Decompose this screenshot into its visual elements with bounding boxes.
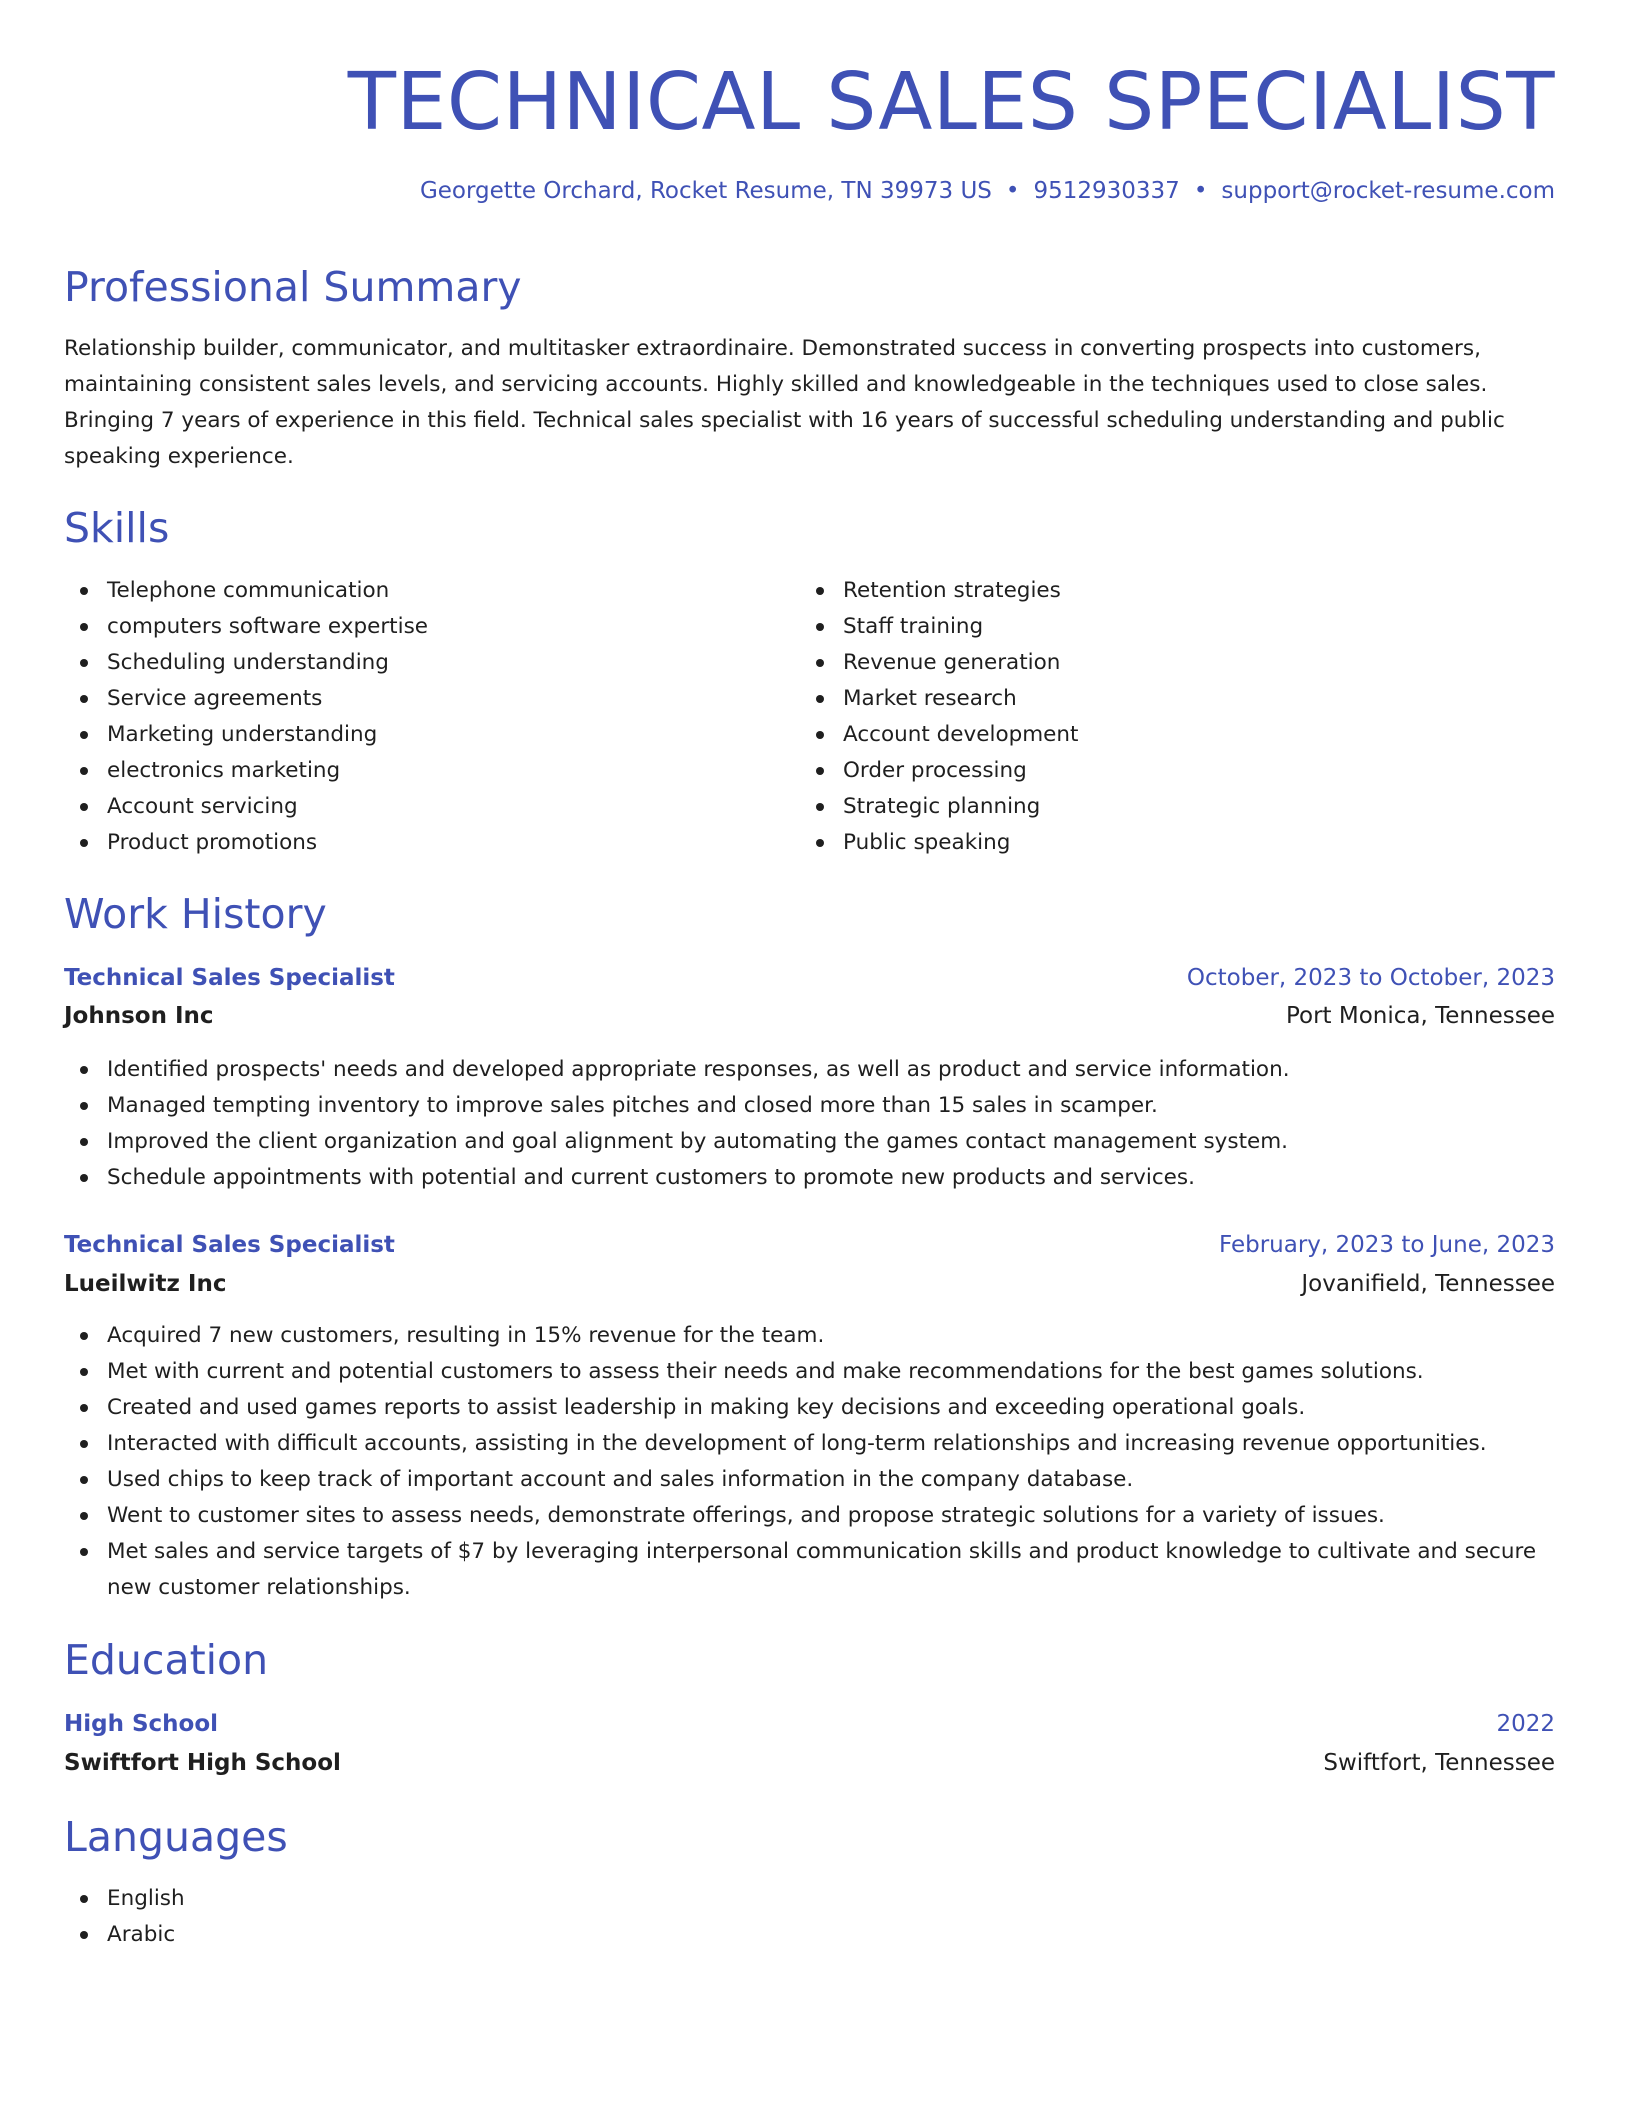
list-item: Met sales and service targets of $7 by leveraging interpersonal communication skills and product knowledge to cultivate and secure new customer relationships. bbox=[64, 1534, 1555, 1606]
contact-email[interactable]: support@rocket-resume.com bbox=[1221, 178, 1555, 204]
contact-phone[interactable]: 9512930337 bbox=[1033, 178, 1180, 204]
education-header-row bbox=[64, 1706, 1555, 1742]
list-item: Acquired 7 new customers, resulting in 15% revenue for the team. bbox=[64, 1318, 1555, 1354]
education-location: Swiftfort, Tennessee bbox=[1323, 1750, 1555, 1776]
list-item: computers software expertise bbox=[64, 609, 784, 645]
list-item: Strategic planning bbox=[800, 789, 1520, 825]
list-item: Staff training bbox=[800, 609, 1520, 645]
list-item: electronics marketing bbox=[64, 753, 784, 789]
list-item: Arabic bbox=[64, 1917, 784, 1953]
job-company-row bbox=[64, 998, 1555, 1034]
list-item: Revenue generation bbox=[800, 645, 1520, 681]
contact-separator: • bbox=[1005, 178, 1020, 204]
list-item: Schedule appointments with potential and current customers to promote new products and services. bbox=[64, 1160, 1555, 1196]
contact-address: Georgette Orchard, Rocket Resume, TN 39973 US bbox=[419, 178, 992, 204]
job-company: Lueilwitz Inc bbox=[64, 1271, 227, 1297]
contact-separator: • bbox=[1193, 178, 1208, 204]
education-school-row bbox=[64, 1745, 1555, 1781]
list-item: Scheduling understanding bbox=[64, 645, 784, 681]
skills-list-right bbox=[800, 573, 1520, 861]
list-item: Service agreements bbox=[64, 681, 784, 717]
list-item: Account development bbox=[800, 717, 1520, 753]
job-company: Johnson Inc bbox=[64, 1003, 214, 1029]
job-title: Technical Sales Specialist bbox=[64, 965, 395, 991]
list-item: Product promotions bbox=[64, 825, 784, 861]
education-school: Swiftfort High School bbox=[64, 1750, 341, 1776]
job-dates: October, 2023 to October, 2023 bbox=[1186, 965, 1555, 991]
languages-heading: Languages bbox=[64, 1813, 288, 1861]
job-duties-list bbox=[64, 1052, 1555, 1196]
job-title: Technical Sales Specialist bbox=[64, 1232, 395, 1258]
list-item: Used chips to keep track of important account and sales information in the company database. bbox=[64, 1462, 1555, 1498]
list-item: Interacted with difficult accounts, assisting in the development of long-term relationships and increasing revenue opportunities. bbox=[64, 1426, 1555, 1462]
summary-heading: Professional Summary bbox=[64, 263, 522, 311]
job-location: Jovanifield, Tennessee bbox=[1301, 1271, 1555, 1297]
skills-heading: Skills bbox=[64, 504, 170, 552]
list-item: Telephone communication bbox=[64, 573, 784, 609]
list-item: Met with current and potential customers to assess their needs and make recommendations for the best games solutions. bbox=[64, 1354, 1555, 1390]
work-history-heading: Work History bbox=[64, 890, 327, 938]
list-item: Public speaking bbox=[800, 825, 1520, 861]
job-company-row bbox=[64, 1266, 1555, 1302]
job-location: Port Monica, Tennessee bbox=[1285, 1003, 1555, 1029]
languages-list bbox=[64, 1881, 784, 1953]
list-item: Account servicing bbox=[64, 789, 784, 825]
resume-page bbox=[64, 0, 1555, 1947]
list-item: Improved the client organization and goal alignment by automating the games contact management system. bbox=[64, 1124, 1555, 1160]
job-header-row bbox=[64, 960, 1555, 996]
list-item: Identified prospects' needs and developed appropriate responses, as well as product and service information. bbox=[64, 1052, 1555, 1088]
education-heading: Education bbox=[64, 1636, 269, 1684]
list-item: Retention strategies bbox=[800, 573, 1520, 609]
contact-line bbox=[420, 176, 1555, 206]
job-header-row bbox=[64, 1227, 1555, 1263]
list-item: English bbox=[64, 1881, 784, 1917]
list-item: Went to customer sites to assess needs, demonstrate offerings, and propose strategic solutions for a variety of issues. bbox=[64, 1498, 1555, 1534]
list-item: Market research bbox=[800, 681, 1520, 717]
list-item: Created and used games reports to assist leadership in making key decisions and exceeding operational goals. bbox=[64, 1390, 1555, 1426]
list-item: Managed tempting inventory to improve sales pitches and closed more than 15 sales in scamper. bbox=[64, 1088, 1555, 1124]
list-item: Order processing bbox=[800, 753, 1520, 789]
list-item: Marketing understanding bbox=[64, 717, 784, 753]
education-year: 2022 bbox=[1496, 1711, 1555, 1737]
job-dates: February, 2023 to June, 2023 bbox=[1218, 1232, 1555, 1258]
resume-title: TECHNICAL SALES SPECIALIST bbox=[347, 56, 1555, 148]
summary-text: Relationship builder, communicator, and multitasker extraordinaire. Demonstrated success in converting prospects into customers, maintaining consistent sales levels, and servicing accounts. Highly skilled and knowledgeable in the techniques used to close sales. Bringing 7 years of experience in this field. Technical sales specialist with 16 years of successful scheduling understanding and public speaking experience. bbox=[64, 336, 1505, 469]
skills-list-left bbox=[64, 573, 784, 861]
education-degree: High School bbox=[64, 1711, 219, 1737]
job-duties-list bbox=[64, 1318, 1555, 1606]
